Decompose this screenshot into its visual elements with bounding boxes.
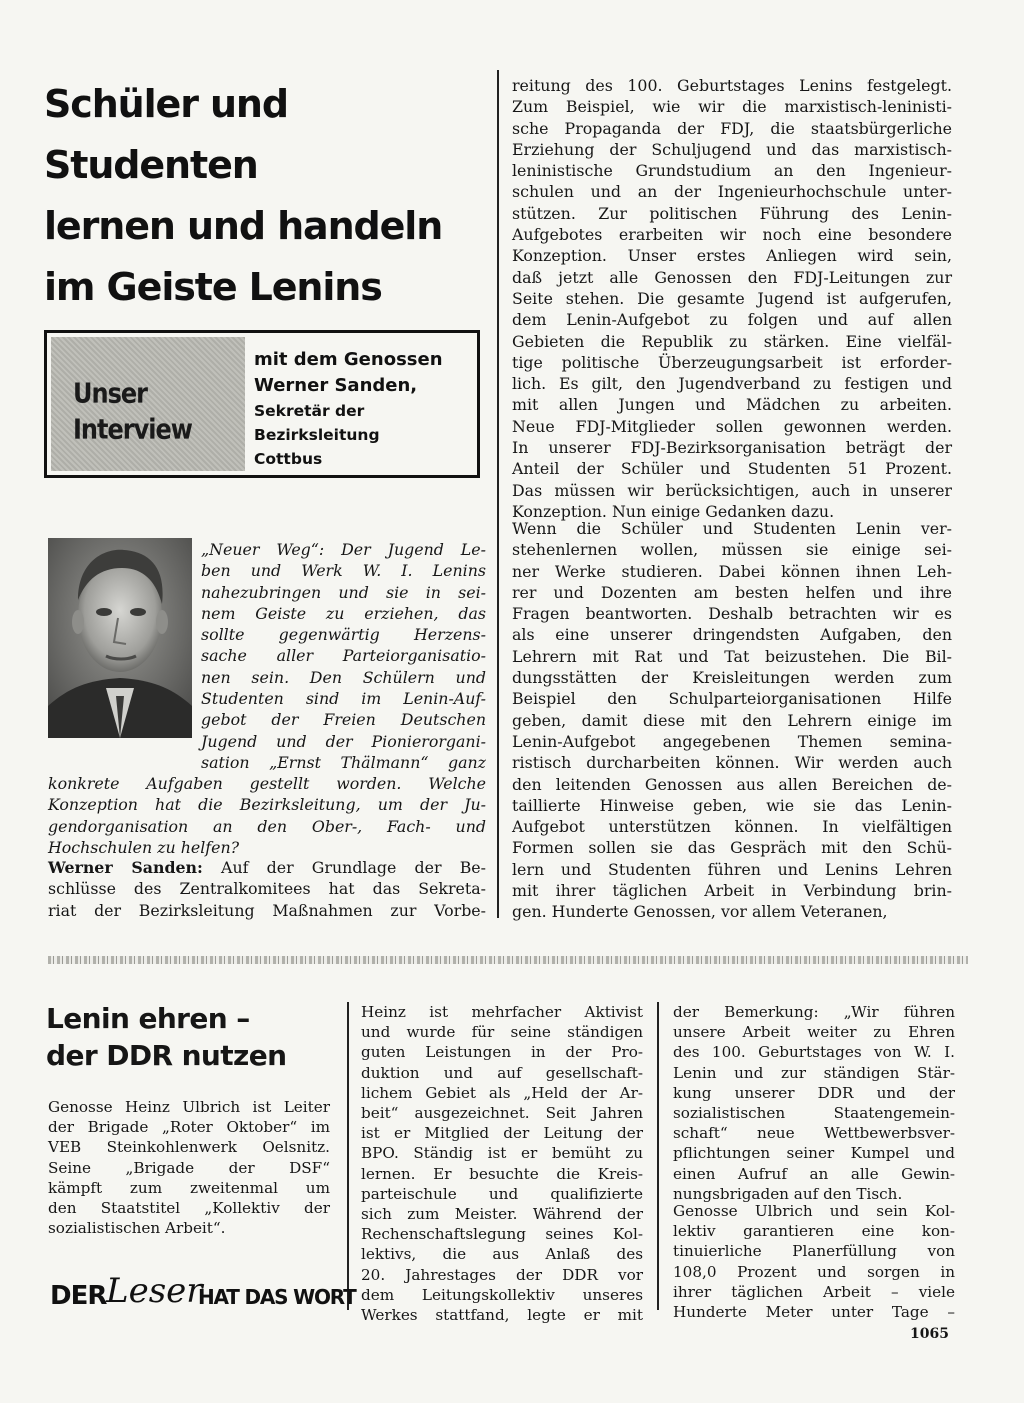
body-line: mit allen Jungen und Mädchen zu arbeiten. xyxy=(512,395,952,415)
body-line: In unserer FDJ-Bezirksorganisation beträgt der xyxy=(512,438,952,458)
body-line: 108,0 Prozent und sorgen in xyxy=(673,1262,955,1281)
body-line: pflichtungen seiner Kumpel und xyxy=(673,1144,955,1163)
body-line: lernen. Er besuchte die Kreis- xyxy=(361,1164,643,1183)
interview-with-line: mit dem Genossen xyxy=(254,349,443,370)
answer-line: riat der Bezirksleitung Maßnahmen zur Vorbe- xyxy=(48,900,486,920)
body-line: Aufgebot unterstützen können. In vielfältigen xyxy=(512,817,952,837)
body-line: kung unserer DDR und der xyxy=(673,1083,955,1102)
interview-role-line: Bezirksleitung xyxy=(254,426,380,444)
logo-script: Leser xyxy=(106,1271,203,1311)
body-line: stützen. Zur politischen Führung des Lenin- xyxy=(512,203,952,223)
portrait-photo xyxy=(48,538,192,738)
question-line: sation „Ernst Thälmann“ ganz xyxy=(201,752,486,772)
body-line: Lehrern mit Rat und Tat beizustehen. Die Bil- xyxy=(512,646,952,666)
headline-line: Schüler und xyxy=(44,82,288,126)
interview-answer xyxy=(48,857,486,921)
question-line: gendorganisation an den Ober-, Fach- und xyxy=(48,816,486,836)
body-line: BPO. Ständig ist er bemüht zu xyxy=(361,1144,643,1163)
body-line: sche Propaganda der FDJ, die staatsbürgerliche xyxy=(512,118,952,138)
question-line: „Neuer Weg“: Der Jugend Le- xyxy=(201,540,486,559)
body-line: mit ihrer täglichen Arbeit in Verbindung brin- xyxy=(512,881,952,901)
body-line: lern und Studenten führen und Lenins Lehren xyxy=(512,859,952,879)
body-line: Konzeption. Unser erstes Anliegen wird sein, xyxy=(512,246,952,266)
page-number: 1065 xyxy=(910,1326,949,1342)
answer-speaker: Werner Sanden: xyxy=(48,858,203,877)
body-line: ist er Mitglied der Leitung der xyxy=(361,1124,643,1143)
second-col1 xyxy=(48,1097,330,1238)
body-line: den Staatstitel „Kollektiv der xyxy=(48,1199,330,1218)
second-headline-line: Lenin ehren – xyxy=(46,1002,250,1035)
body-line: taillierte Hinweise geben, wie sie das Lenin- xyxy=(512,795,952,815)
body-line: als eine unserer dringendsten Aufgaben, den xyxy=(512,625,952,645)
interview-name: Werner Sanden, xyxy=(254,375,418,396)
body-line: sich zum Meister. Während der xyxy=(361,1205,643,1224)
body-line: ihrer täglichen Arbeit – viele xyxy=(673,1282,955,1301)
body-line: Formen sollen sie das Gespräch mit den Schü- xyxy=(512,838,952,858)
headline xyxy=(44,74,494,318)
logo-graphic xyxy=(50,1262,356,1318)
question-line: nen sein. Den Schülern und xyxy=(201,667,486,687)
question-line: sollte gegenwärtig Herzens- xyxy=(201,625,486,645)
logo-right: HAT DAS WORT xyxy=(198,1285,356,1309)
body-line: daß jetzt alle Genossen den FDJ-Leitungen zur xyxy=(512,267,952,287)
interview-label-line1: Unser xyxy=(73,377,147,410)
body-line: Konzeption. Nun einige Gedanken dazu. xyxy=(512,501,835,521)
body-line: dem Lenin-Aufgebot zu folgen und auf allen xyxy=(512,310,952,330)
answer-line: schlüsse des Zentralkomitees hat das Sekreta- xyxy=(48,879,486,899)
body-line: einen Aufruf an alle Gewin- xyxy=(673,1164,955,1183)
question-line: Hochschulen zu helfen? xyxy=(48,837,240,857)
interview-question-full xyxy=(48,773,486,858)
body-line: Gebieten die Republik zu stärken. Eine vielfäl- xyxy=(512,331,952,351)
question-line: Studenten sind im Lenin-Auf- xyxy=(201,689,486,709)
body-line: guten Leistungen in der Pro- xyxy=(361,1043,643,1062)
interview-role-line: Sekretär der xyxy=(254,402,365,420)
body-line: dem Leitungskollektiv unseres xyxy=(361,1285,643,1304)
question-line: gebot der Freien Deutschen xyxy=(201,710,486,730)
body-line: kämpft zum zweitenmal um xyxy=(48,1178,330,1197)
body-line: Genosse Ulbrich und sein Kol- xyxy=(673,1202,955,1220)
body-line: Hunderte Meter unter Tage – xyxy=(673,1303,955,1322)
body-line: beit“ ausgezeichnet. Seit Jahren xyxy=(361,1104,643,1123)
body-line: gen. Hunderte Genossen, vor allem Veteranen, xyxy=(512,902,888,922)
body-line: Erziehung der Schuljugend und das marxistisch- xyxy=(512,139,952,159)
second-col3-para1 xyxy=(673,1002,955,1204)
question-line: sache aller Parteiorganisatio- xyxy=(201,646,486,666)
question-line: nahezubringen und sie in sei- xyxy=(201,582,486,602)
body-line: lektiv garantieren eine kon- xyxy=(673,1222,955,1241)
body-line: den leitenden Genossen aus allen Bereichen de- xyxy=(512,774,952,794)
body-line: und wurde für seine ständigen xyxy=(361,1023,643,1042)
portrait-image xyxy=(48,538,192,738)
body-line: Neue FDJ-Mitglieder sollen gewonnen werden. xyxy=(512,416,952,436)
body-line: sozialistischen Arbeit“. xyxy=(48,1219,226,1238)
body-line: lichem Gebiet als „Held der Ar- xyxy=(361,1083,643,1102)
body-line: tinuierliche Planerfüllung von xyxy=(673,1242,955,1261)
body-line: der Brigade „Roter Oktober“ im xyxy=(48,1118,330,1137)
interview-box xyxy=(44,330,480,478)
answer-first-text: Auf der Grundlage der Be- xyxy=(202,858,486,877)
body-line: Fragen beantworten. Deshalb betrachten wir es xyxy=(512,604,952,624)
body-line: stehenlernen wollen, müssen sie einige sei- xyxy=(512,540,952,560)
body-line: Beispiel den Schulparteiorganisationen Hilfe xyxy=(512,689,952,709)
body-line: Rechenschaftslegung seines Kol- xyxy=(361,1225,643,1244)
body-line: Lenin und zur ständigen Stär- xyxy=(673,1063,955,1082)
body-line: schaft“ neue Wettbewerbsver- xyxy=(673,1124,955,1143)
body-line: sozialistischen Staatengemein- xyxy=(673,1104,955,1123)
body-line: ner Werke studieren. Dabei können ihnen Leh- xyxy=(512,561,952,581)
body-line: Aufgebotes erarbeiten wir noch eine besondere xyxy=(512,225,952,245)
logo-left: DER xyxy=(50,1281,107,1311)
body-line: ristisch durcharbeiten können. Wir werden auch xyxy=(512,753,952,773)
body-line: geben, damit diese mit den Lehrern einige im xyxy=(512,710,952,730)
article-separator xyxy=(48,956,968,964)
body-line: lektivs, die aus Anlaß des xyxy=(361,1245,643,1264)
question-line: Konzeption hat die Bezirksleitung, um der Ju- xyxy=(48,795,486,815)
body-line: VEB Steinkohlenwerk Oelsnitz. xyxy=(48,1138,330,1157)
answer-lines xyxy=(48,878,486,921)
body-line: der Bemerkung: „Wir führen xyxy=(673,1003,955,1021)
body-line: dungsstätten der Kreisleitungen werden zum xyxy=(512,668,952,688)
interview-role-line: Cottbus xyxy=(254,450,323,468)
interview-label-line2: Interview xyxy=(73,413,192,446)
leser-hat-das-wort-logo xyxy=(50,1262,356,1318)
second-headline xyxy=(46,1000,336,1074)
question-line: konkrete Aufgaben gestellt worden. Welche xyxy=(48,774,486,793)
column-rule xyxy=(347,1002,349,1310)
column-rule xyxy=(657,1002,659,1310)
headline-line: lernen und handeln xyxy=(44,204,443,248)
interview-subject xyxy=(254,347,474,471)
body-line: duktion und auf gesellschaft- xyxy=(361,1063,643,1082)
body-line: 20. Jahrestages der DDR vor xyxy=(361,1265,643,1284)
second-col3-para2 xyxy=(673,1201,955,1322)
second-headline-line: der DDR nutzen xyxy=(46,1039,287,1072)
right-column-para2 xyxy=(512,518,952,923)
interview-question-indented xyxy=(201,539,486,773)
second-col2 xyxy=(361,1002,643,1325)
body-line: tige politische Überzeugungsarbeit ist erforder- xyxy=(512,352,952,372)
body-line: rer und Dozenten am besten helfen und ihre xyxy=(512,582,952,602)
question-line: Jugend und der Pionierorgani- xyxy=(201,731,486,751)
body-line: Genosse Heinz Ulbrich ist Leiter xyxy=(48,1098,330,1116)
body-line: leninistische Grundstudium an den Ingenieur- xyxy=(512,161,952,181)
body-line: Heinz ist mehrfacher Aktivist xyxy=(361,1003,643,1021)
answer-first-line xyxy=(48,857,486,878)
column-rule xyxy=(497,70,499,918)
body-line: des 100. Geburtstages von W. I. xyxy=(673,1043,955,1062)
headline-line: Studenten xyxy=(44,143,258,187)
question-line: ben und Werk W. I. Lenins xyxy=(201,561,486,581)
body-line: Lenin-Aufgebot angegebenen Themen semina- xyxy=(512,731,952,751)
body-line: Anteil der Schüler und Studenten 51 Prozent. xyxy=(512,459,952,479)
body-line: unsere Arbeit weiter zu Ehren xyxy=(673,1023,955,1042)
body-line: Zum Beispiel, wie wir die marxistisch-leninisti- xyxy=(512,97,952,117)
interview-label-panel xyxy=(51,337,245,471)
body-line: Seine „Brigade der DSF“ xyxy=(48,1158,330,1177)
body-line: nungsbrigaden auf den Tisch. xyxy=(673,1184,903,1203)
body-line: reitung des 100. Geburtstages Lenins festgelegt. xyxy=(512,76,952,95)
body-line: parteischule und qualifizierte xyxy=(361,1184,643,1203)
body-line: Seite stehen. Die gesamte Jugend ist aufgerufen, xyxy=(512,288,952,308)
question-line: nem Geiste zu erziehen, das xyxy=(201,603,486,623)
body-line: Werkes stattfand, legte er mit xyxy=(361,1306,643,1325)
body-line: schulen und an der Ingenieurhochschule unter- xyxy=(512,182,952,202)
body-line: lich. Es gilt, den Jugendverband zu festigen und xyxy=(512,374,952,394)
body-line: Wenn die Schüler und Studenten Lenin ver- xyxy=(512,519,952,538)
right-column-para1 xyxy=(512,75,952,522)
headline-line: im Geiste Lenins xyxy=(44,265,382,309)
body-line: Das müssen wir berücksichtigen, auch in unserer xyxy=(512,480,952,500)
